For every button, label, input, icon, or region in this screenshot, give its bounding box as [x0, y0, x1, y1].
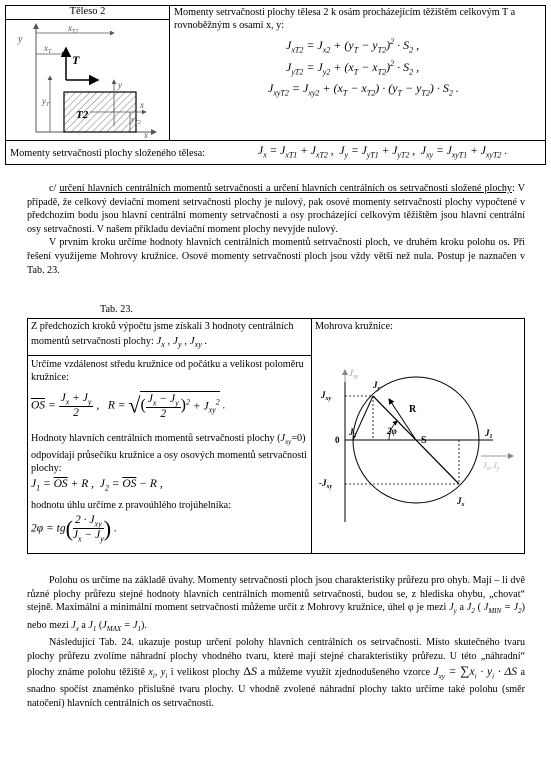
mohr-label-s: S [421, 435, 427, 446]
equation-2phi: 2φ = tg( $2 \cdot J_{xy}$ $J_x - J_y$ ) . [31, 514, 117, 544]
tab23-text-3: hodnotu úhlu určíme z pravoúhlého trojúhelníka: [31, 500, 232, 511]
tab23-caption: Tab. 23. [100, 304, 133, 315]
composite-body-label: Momenty setrvačnosti plochy složeného tělesa: [10, 148, 206, 159]
mohr-label-jx: $J_x$ [457, 496, 465, 508]
tab23-intro: Z předchozích kroků výpočtu jsme získali 3 hodnoty centrálních momentů setrvačnosti plochy: $J_x$ , $J_y$ , $J_{xy}$ . [31, 321, 294, 350]
mohr-label-r: R [409, 404, 417, 415]
teleso2-description: Momenty setrvačnosti plochy tělesa 2 k osám procházejícím těžištěm celkovým T a rovnoběžným s osami x, y: [174, 7, 516, 31]
tab23-divider-row [27, 355, 312, 356]
paragraph-c-heading: určení hlavních centrálních momentů setrvačnosti a určení hlavních centrálních os setrvačnosti složené plochy [59, 183, 512, 194]
label-xT: $x_T$ [44, 43, 52, 55]
table-divider-vertical [169, 5, 170, 140]
equation-jxyt2: $J_{xyT2} = J_{xy2} + (x_T - x_{T2}) \cdot (y_T - y_{T2}) \cdot S_2$ . [268, 81, 459, 98]
label-xT2: $x_{T2}$ [68, 23, 79, 35]
equation-jyt2: $J_{yT2} = J_{y2} + (x_T - x_{T2})^2 \cdot S_2$ , [286, 59, 420, 77]
mohr-label-neg-jxy: $-J_{xy}$ [319, 478, 333, 490]
mohr-label-0: 0 [335, 435, 340, 445]
label-x-local: x [140, 100, 144, 110]
mohr-label-jxy: $J_{xy}$ [321, 390, 332, 402]
label-x: x [144, 130, 148, 140]
mohr-circle-figure [313, 336, 523, 552]
mohr-title: Mohrova kružnice: [315, 321, 393, 332]
teleso2-figure [6, 20, 169, 140]
label-y-local: y [118, 80, 122, 90]
tab23-text-2: Hodnoty hlavních centrálních momentů setrvačnosti plochy $(J_{xy}=0)$ odpovídají průsečíku kružnice a osy osových momentů setrvačnosti plochy: [31, 433, 307, 475]
mohr-label-jy: $J_y$ [373, 380, 381, 392]
tab23-divider-vertical [311, 318, 312, 554]
label-T: T [72, 53, 80, 67]
mohr-label-j1: $J_1$ [485, 428, 493, 440]
label-yT2: $y_{T2}$ [131, 115, 141, 126]
mohr-label-2phi: 2φ [387, 426, 397, 436]
equation-j1-j2: $J_1 = \overline{OS} + R$ , $J_2 = \overline{OS} - R$ , [31, 478, 163, 493]
equation-os-r: $\overline{OS}$ = $\frac{J_x + J_y}{2}$ , R = √( $\frac{J_x - J_y}{2}$ )$^2 + J_{xy}^2$ . [31, 392, 226, 421]
paragraph-c: c/ určení hlavních centrálních momentů setrvačnosti a určení hlavních centrálních os setrvačnosti složené plochy: V případě, že celkový deviační moment setrvačnosti plochy je nulový, pak osové momenty setrvačnosti plochy vypočtené v předchozím bodu jsou hlavní centrální momenty setrvačnosti a osy procházející celkovým těžištěm jsou hlavní centrální osy setrvačnosti. V našem příkladu deviační moment plochy nevyjde nulový. V prvním kroku určíme hodnoty hlavních centrálních momentů setrvačnosti ploch, ve druhém kroku polohu os. Při řešení využijeme Mohrovy kružnice. Osové momenty setrvačnosti ploch jsou vždy větší než nula. Postup je naznačen v Tab. 23. [27, 183, 525, 276]
equation-jxt2: $J_{xT2} = J_{x2} + (y_T - y_{T2})^2 \cdot S_2$ , [286, 37, 420, 55]
table-divider-footer [5, 140, 546, 141]
tab23-text-1: Určíme vzdálenost středu kružnice od počátku a velikost poloměru kružnice: [31, 359, 304, 384]
label-y: y [18, 34, 23, 45]
mohr-label-j2: $J_2$ [349, 427, 357, 439]
paragraph-axes-position: Polohu os určíme na základě úvahy. Momenty setrvačnosti ploch jsou charakteristiky průřezu pro ohyb. Mají – li dvě různé plochy průřezu stejné hodnoty hlavních centrálních momentů setrvačnosti, budou se, z hlediska ohybu, „chovat“ stejně. Maximální a minimální moment setrvačnosti můžeme určit z Mohrovy kružnice, úhel φ je mezi $J_y$ a $J_2$ ( $J_{MIN} = J_2$) nebo mezi $J_x$ a $J_1$ $(J_{MAX} = J_1)$. Následující Tab. 24. ukazuje postup určení polohy hlavních centrálních os setrvačnosti. Místo skutečného tvaru plochy průřezu zvolíme náhradní plochy vhodného tvaru, které mají stejné charakteristiky průřezu. U této „náhradní“ plochy známe polohu těžiště $x_i$, $y_i$ i velikost plochy ΔS a můžeme využít zjednodušeného vzorce $J_{xy} = \sum x_i \cdot y_i \cdot \Delta S$ a snadno spočíst znaménko příslušné tvaru plochy. U vhodně zvolené náhradní plochy takto určíme také polohu (směr natočení) hlavních centrálních os setrvačnosti. [27, 575, 526, 710]
label-yT: $y_T$ [42, 96, 50, 108]
mohr-label-jxjy: $J_x$, $J_y$ [483, 461, 500, 472]
composite-body-equations: $J_x = J_{xT1} + J_{xT2}$ , $J_y = J_{yT1} + J_{yT2}$ , $J_{xy} = J_{xyT1} + J_{xyT2}$ . [258, 145, 508, 160]
label-T2: T2 [76, 109, 89, 121]
mohr-label-jxy-axis: $J_{xy}$ [349, 368, 359, 380]
table-header: Těleso 2 [69, 6, 106, 17]
paragraph-c-step: V prvním kroku určíme hodnoty hlavních centrálních momentů setrvačnosti ploch, ve druhém kroku polohu os. Při řešení využijeme Mohrovy kružnice. Osové momenty setrvačnosti ploch jsou vždy větší než nula. Postup je naznačen v Tab. 23. [27, 237, 525, 276]
